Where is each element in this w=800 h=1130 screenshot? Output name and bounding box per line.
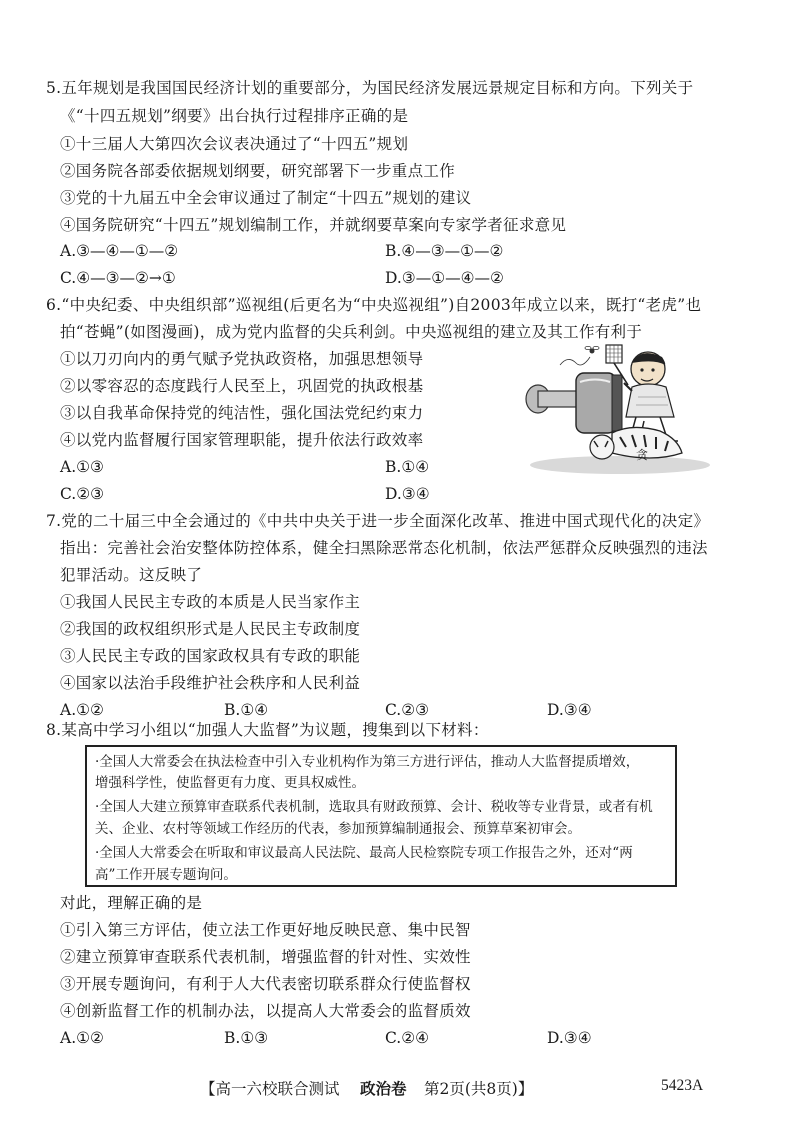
q8-item-3: ③开展专题询问，有利于人大代表密切联系群众行使监督权 <box>60 975 471 993</box>
q6-option-b: B.①④ <box>385 458 430 476</box>
q6-item-4: ④以党内监督履行国家管理职能，提升依法行政效率 <box>60 431 424 449</box>
q7-stem-line-3: 犯罪活动。这反映了 <box>60 566 203 584</box>
q5-option-b: B.④—③—①—② <box>385 242 504 260</box>
q6-option-c: C.②③ <box>60 485 105 503</box>
q8-option-d: D.③④ <box>547 1029 592 1047</box>
footer-page-number: 第2页(共8页)】 <box>424 1080 534 1098</box>
q5-stem-line-1: 5.五年规划是我国国民经济计划的重要部分，为国民经济发展远景规定目标和方向。下列关于 <box>46 79 694 97</box>
stamp-icon <box>526 373 622 433</box>
q8-material-line-5: ·全国人大常委会在听取和审议最高人民法院、最高人民检察院专项工作报告之外，还对“两 <box>95 845 633 861</box>
q8-item-1: ①引入第三方评估，使立法工作更好地反映民意、集中民智 <box>60 921 471 939</box>
fly-icon <box>560 346 599 365</box>
q6-option-d: D.③④ <box>385 485 430 503</box>
q7-stem-line-2: 指出：完善社会治安整体防控体系，健全扫黑除恶常态化机制，依法严惩群众反映强烈的违法 <box>60 539 708 557</box>
q8-material-line-1: ·全国人大常委会在执法检查中引入专业机构作为第三方进行评估，推动人大监督提质增效， <box>95 754 640 770</box>
q7-item-2: ②我国的政权组织形式是人民民主专政制度 <box>60 620 361 638</box>
q5-option-a: A.③—④—①—② <box>60 242 179 260</box>
q8-material-line-2: 增强科学性，使监督更有力度、更具权威性。 <box>95 775 365 791</box>
q8-option-c: C.②④ <box>385 1029 430 1047</box>
q5-item-2: ②国务院各部委依据规划纲要，研究部署下一步重点工作 <box>60 162 456 180</box>
q6-option-a: A.①③ <box>60 458 104 476</box>
q8-item-2: ②建立预算审查联系代表机制，增强监督的针对性、实效性 <box>60 948 471 966</box>
q7-item-3: ③人民民主专政的国家政权具有专政的职能 <box>60 647 361 665</box>
q7-option-c: C.②③ <box>385 701 430 719</box>
q8-material-box <box>85 745 677 887</box>
ground-shadow <box>530 456 710 474</box>
q7-option-d: D.③④ <box>547 701 592 719</box>
q6-item-3: ③以自我革命保持党的纯洁性，强化国法党纪约束力 <box>60 404 424 422</box>
q7-item-1: ①我国人民民主专政的本质是人民当家作主 <box>60 593 361 611</box>
q8-material-line-3: ·全国人大建立预算审查联系代表机制，选取具有财政预算、会计、税收等专业背景，或者有机 <box>95 799 653 815</box>
q5-item-3: ③党的十九届五中全会审议通过了制定“十四五”规划的建议 <box>60 189 472 207</box>
q8-item-4: ④创新监督工作的机制办法，以提高人大常委会的监督质效 <box>60 1002 471 1020</box>
footer-paper-code: 5423A <box>661 1077 704 1094</box>
q8-prompt: 对此，理解正确的是 <box>60 894 203 912</box>
q8-material-line-6: 高”工作开展专题询问。 <box>95 867 237 883</box>
q5-stem-line-2: 《“十四五规划”纲要》出台执行过程排序正确的是 <box>60 107 409 125</box>
q6-stem-line-1: 6.“中央纪委、中央组织部”巡视组(后更名为“中央巡视组”)自2003年成立以来，既打“老虎”也 <box>46 296 702 314</box>
footer-exam-title: 【高一六校联合测试 <box>200 1080 340 1098</box>
cartoon-illustration <box>520 337 718 475</box>
q6-item-2: ②以零容忍的态度践行人民至上，巩固党的执政根基 <box>60 377 424 395</box>
q7-stem-line-1: 7.党的二十届三中全会通过的《中共中央关于进一步全面深化改革、推进中国式现代化的决定》 <box>46 512 710 530</box>
q8-material-line-4: 关、企业、农村等领域工作经历的代表，参加预算编制通报会、预算草案初审会。 <box>95 821 581 837</box>
q8-option-a: A.①② <box>60 1029 104 1047</box>
q7-option-a: A.①② <box>60 701 104 719</box>
q5-option-c: C.④—③—②→① <box>60 269 176 287</box>
q8-option-b: B.①③ <box>224 1029 269 1047</box>
cartoon-label: 贪 <box>636 448 649 462</box>
q5-item-4: ④国务院研究“十四五”规划编制工作，并就纲要草案向专家学者征求意见 <box>60 216 567 234</box>
q5-option-d: D.③—①—④—② <box>385 269 504 287</box>
q6-stem-line-2: 拍“苍蝇”(如图漫画)，成为党内监督的尖兵利剑。中央巡视组的建立及其工作有利于 <box>60 323 643 341</box>
q8-stem: 8.某高中学习小组以“加强人大监督”为议题，搜集到以下材料： <box>46 721 489 739</box>
q7-option-b: B.①④ <box>224 701 269 719</box>
q6-item-1: ①以刀刃向内的勇气赋予党执政资格，加强思想领导 <box>60 350 424 368</box>
q7-item-4: ④国家以法治手段维护社会秩序和人民利益 <box>60 674 361 692</box>
footer-subject: 政治卷 <box>360 1079 407 1098</box>
q5-item-1: ①十三届人大第四次会议表决通过了“十四五”规划 <box>60 135 409 153</box>
